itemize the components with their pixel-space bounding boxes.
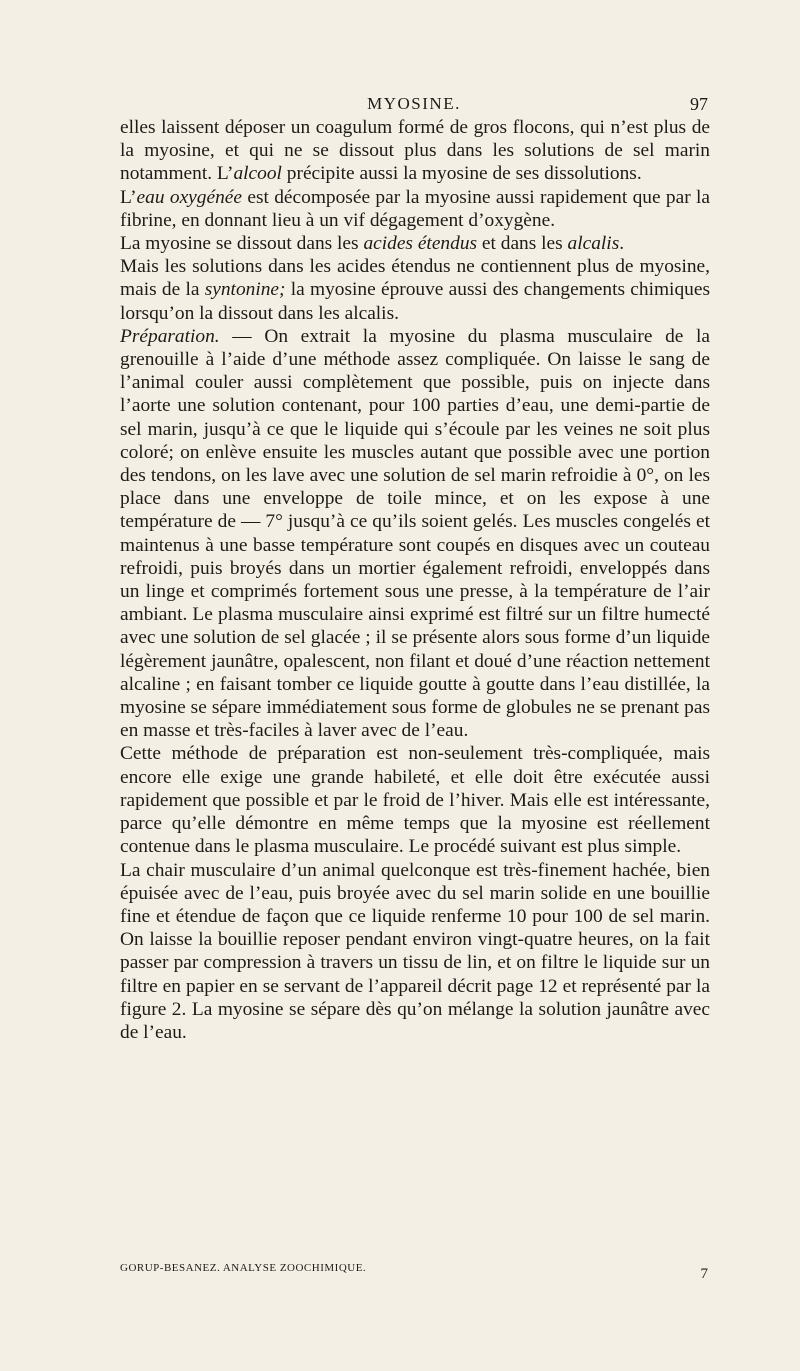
text-run: . (619, 233, 625, 255)
paragraph (120, 859, 710, 1045)
footer-credit: GORUP-BESANEZ. ANALYSE ZOOCHIMIQUE. (120, 1262, 367, 1274)
text-run: Cette méthode de préparation est non-seulement très-compliquée, mais encore elle exige une grande habileté, et elle doit être exécutée aussi rapidement que possible et par le froid de l’hiver. Mais elle est intéressante, parce qu’elle démontre en même temps que la myosine est réellement contenue dans le plasma musculaire. Le procédé suivant est plus simple. (120, 743, 710, 858)
text-run: précipite aussi la myosine de ses dissolutions. (281, 163, 642, 185)
paragraph (120, 325, 710, 743)
italic-text: acides étendus (363, 233, 478, 255)
paragraph (120, 742, 710, 858)
text-run: est décomposée par la myosine aussi rapidement que par la fibrine, en donnant lieu à un vif dégagement d’oxygène. (120, 186, 710, 231)
paragraph (120, 116, 710, 186)
italic-text: alcalis (567, 233, 620, 255)
italic-text: Préparation. (120, 325, 220, 347)
signature-mark: 7 (700, 1266, 708, 1282)
italic-text: eau oxygénée (136, 186, 242, 208)
text-run: — On extrait la myosine du plasma musculaire de la grenouille à l’aide d’une méthode assez compliquée. On laisse le sang de l’animal couler aussi complètement que possible, puis on injecte dans l’aorte une solution contenant, pour 100 parties d’eau, une demi-partie de sel marin, jusqu’à ce que le liquide qui s’écoule par les veines ne soit plus coloré; on enlève ensuite les muscles autant que possible avec une portion des tendons, on les lave avec une solution de sel marin refroidie à 0°, on les place dans une enveloppe de toile mince, et on les expose à une température de — 7° jusqu’à ce qu’ils soient gelés. Les muscles congelés et maintenus à une basse température sont coupés en disques avec un couteau refroidi, puis broyés dans un mortier également refroidi, enveloppés dans un linge et comprimés fortement sous une presse, à la température de l’air ambiant. Le plasma musculaire ainsi exprimé est filtré sur un filtre humecté avec une solution de sel glacée ; il se présente alors sous forme d’un liquide légèrement jaunâtre, opalescent, non filant et doué d’une réaction nettement alcaline ; en faisant tomber ce liquide goutte à goutte dans l’eau distillée, la myosine se sépare immédiatement sous forme de globules ne se prenant pas en masse et très-faciles à laver avec de l’eau. (120, 325, 710, 742)
paragraph (120, 232, 710, 255)
text-run: et dans les (477, 233, 568, 255)
page-header (120, 94, 708, 118)
text-run: La myosine se dissout dans les (120, 233, 364, 255)
text-run: la myosine éprouve aussi des changements chimiques lorsqu’on la dissout dans les alcalis. (120, 279, 710, 324)
page-footer (120, 1262, 708, 1284)
italic-text: alcool (233, 163, 282, 185)
text-run: L’ (120, 186, 137, 208)
body-text (120, 116, 710, 1044)
text-run: elles laissent déposer un coagulum formé de gros flocons, qui n’est plus de la myosine, et qui ne se dissout plus dans les solutions de sel marin notamment. L’ (120, 117, 710, 185)
paragraph (120, 255, 710, 325)
paragraph (120, 186, 710, 232)
italic-text: syntonine; (204, 279, 286, 301)
text-run: Mais les solutions dans les acides étendus ne contiennent plus de myosine, mais de la (120, 256, 710, 301)
page-number: 97 (690, 94, 708, 114)
text-run: La chair musculaire d’un animal quelconque est très-finement hachée, bien épuisée avec de l’eau, puis broyée avec du sel marin solide en une bouillie fine et étendue de façon que ce liquide renferme 10 pour 100 de sel marin. On laisse la bouillie reposer pendant environ vingt-quatre heures, on la fait passer par compression à travers un tissu de lin, et on filtre le liquide sur un filtre en papier en se servant de l’appareil décrit page 12 et représenté par la figure 2. La myosine se sépare dès qu’on mélange la solution jaunâtre avec de l’eau. (120, 859, 710, 1043)
running-title: MYOSINE. (367, 94, 461, 113)
